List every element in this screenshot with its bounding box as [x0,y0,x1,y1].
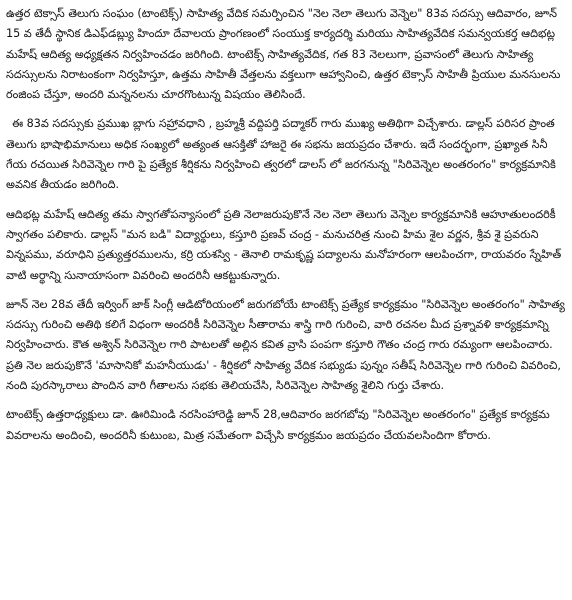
paragraph-chief-guest: ఈ 83వ సదస్సుకు ప్రముఖ బ్లాగు సహ్రావధాని , బ్రహ్మశ్రీ వద్దిపర్తి పద్మాకర్ గారు ముఖ్య అతిథిగా విచ్చేశారు. డాల్లస్ పరిసర ప్రాంత తెలుగు భాషాభిమానులు అధిక సంఖ్యలో అత్యంత ఆసక్తితో హాజరై ఈ సభను జయప్రదం చేశారు. ఇదే సందర్భంగా, ప్రఖ్యాత సినీ గేయ రచయిత సిరివెన్నెల గారి పై ప్రత్యేక శీర్షికను నిర్వహించి త్వరలో డాలస్ లో జరగనున్న "సిరివెన్నెల అంతరంగం" కార్యక్రమానికి అవనిక తీయడం జరిగింది. [6,117,556,192]
paragraph-intro: ఉత్తర టెక్సాస్ తెలుగు సంఘం (టాంటెక్స్) సాహిత్య వేదిక సమర్పించిన "నెల నెలా తెలుగు వెన్నెల" 83వ సదస్సు ఆదివారం, జూన్ 15 వ తేదీ స్థానిక డిఎఫ్‌డబ్ల్యు హిందూ దేవాలయ ప్రాంగణంలో సంయుక్త కార్యదర్శి మరియు సాహిత్యవేదిక సమన్వయకర్త ఆదిభట్ల మహేష్ ఆదిత్య అధ్యక్షతన నిర్వహించడం జరిగింది. టాంటెక్స్ సాహిత్యవేదిక, గత 83 నెలలుగా, ప్రవాసంలో తెలుగు సాహిత్య సదస్సులను నిరాటంకంగా నిర్వహిస్తూ, ఉత్తమ సాహితీ వేత్తలను వక్తలుగా ఆహ్వానించి, ఉత్తర టెక్సాస్ సాహితీ ప్రియుల మనసులను రంజింప చేస్తూ, అందరి మన్ననలను చూరగొంటున్న విషయం తెలిసిందే. [6,7,561,102]
paragraph-invitation: టాంటెక్స్ ఉత్తరాధ్యక్షులు డా. ఊరిమిండి నరసింహారెడ్డి జూన్ 28,ఆదివారం జరగబోవు "సిరివెన్నెల అంతరంగం" ప్రత్యేక కార్యక్రమ వివరాలను అందించి, అందరినీ కుటుంబ, మిత్ర సమేతంగా విచ్చేసి కార్యక్రమం జయప్రదం చేయవలసిందిగా కోరారు. [6,408,550,442]
paragraph-welcome: ఆదిభట్ల మహేష్ ఆదిత్య తమ స్వాగతోపన్యాసంలో ప్రతి నెలాజరుపుకొనే నెల నెలా తెలుగు వెన్నెల కార్యక్రమానికి ఆహూతులందరికీ స్వాగతం పలికారు. డాల్లస్ "మన బడి" విద్యార్థులు, కస్తూరి ప్రణవ్ చంద్ర - మనుచరిత్ర నుంచి హిమ శైల వర్ణన, శ్రీవ శై ప్రవరుని విన్నపము, వరూధిని ప్రత్యుత్తరములను, కర్రి యశస్వి - తెనాలి రామకృష్ణ పద్యాలను మనోహరంగా ఆలపించగా, రాయవరం స్నేహిత్ వాటి అర్థాన్ని సునాయాసంగా వివరించి అందరినీ ఆకట్టుకున్నారు. [6,207,562,282]
paragraph-quiz: జూన్ నెల 28వ తేదీ ఇర్వింగ్ జాక్ సింగ్లీ ఆడిటోరియంలో జరుగబోయే టాంటెక్స్ ప్రత్యేక కార్యక్రమం "సిరివెన్నెల అంతరంగం" సాహిత్య సదస్సు గురించి అతిథి కలిగే విధంగా అందరికీ సిరివెన్నెల సీతారామ శాస్త్రి గారి గురించి, వారి రచనల మీద ప్రశ్నావళి కార్యక్రమాన్ని నిర్వహించారు. కౌత అశ్విన్ సిరివెన్నెల గారి పాటలతో అల్లిన కవిత వ్రాసి పంపగా కస్తూరి గౌతం చంద్ర గారు రమ్యంగా ఆలపించారు. ప్రతి నెల జరుపుకొనే 'మాసానికో మహనీయుడు' - శీర్షికలో సాహిత్య వేదిక సభ్యుడు పున్నం సతీష్ సిరివెన్నెల గారి గురించి వివరించి, నంది పురస్కారాలు పొందిన వారి గీతాలను సభకు తెలియచేసి, సిరివెన్నెల సాహిత్య శైలిని గుర్తు చేశారు. [6,297,565,393]
